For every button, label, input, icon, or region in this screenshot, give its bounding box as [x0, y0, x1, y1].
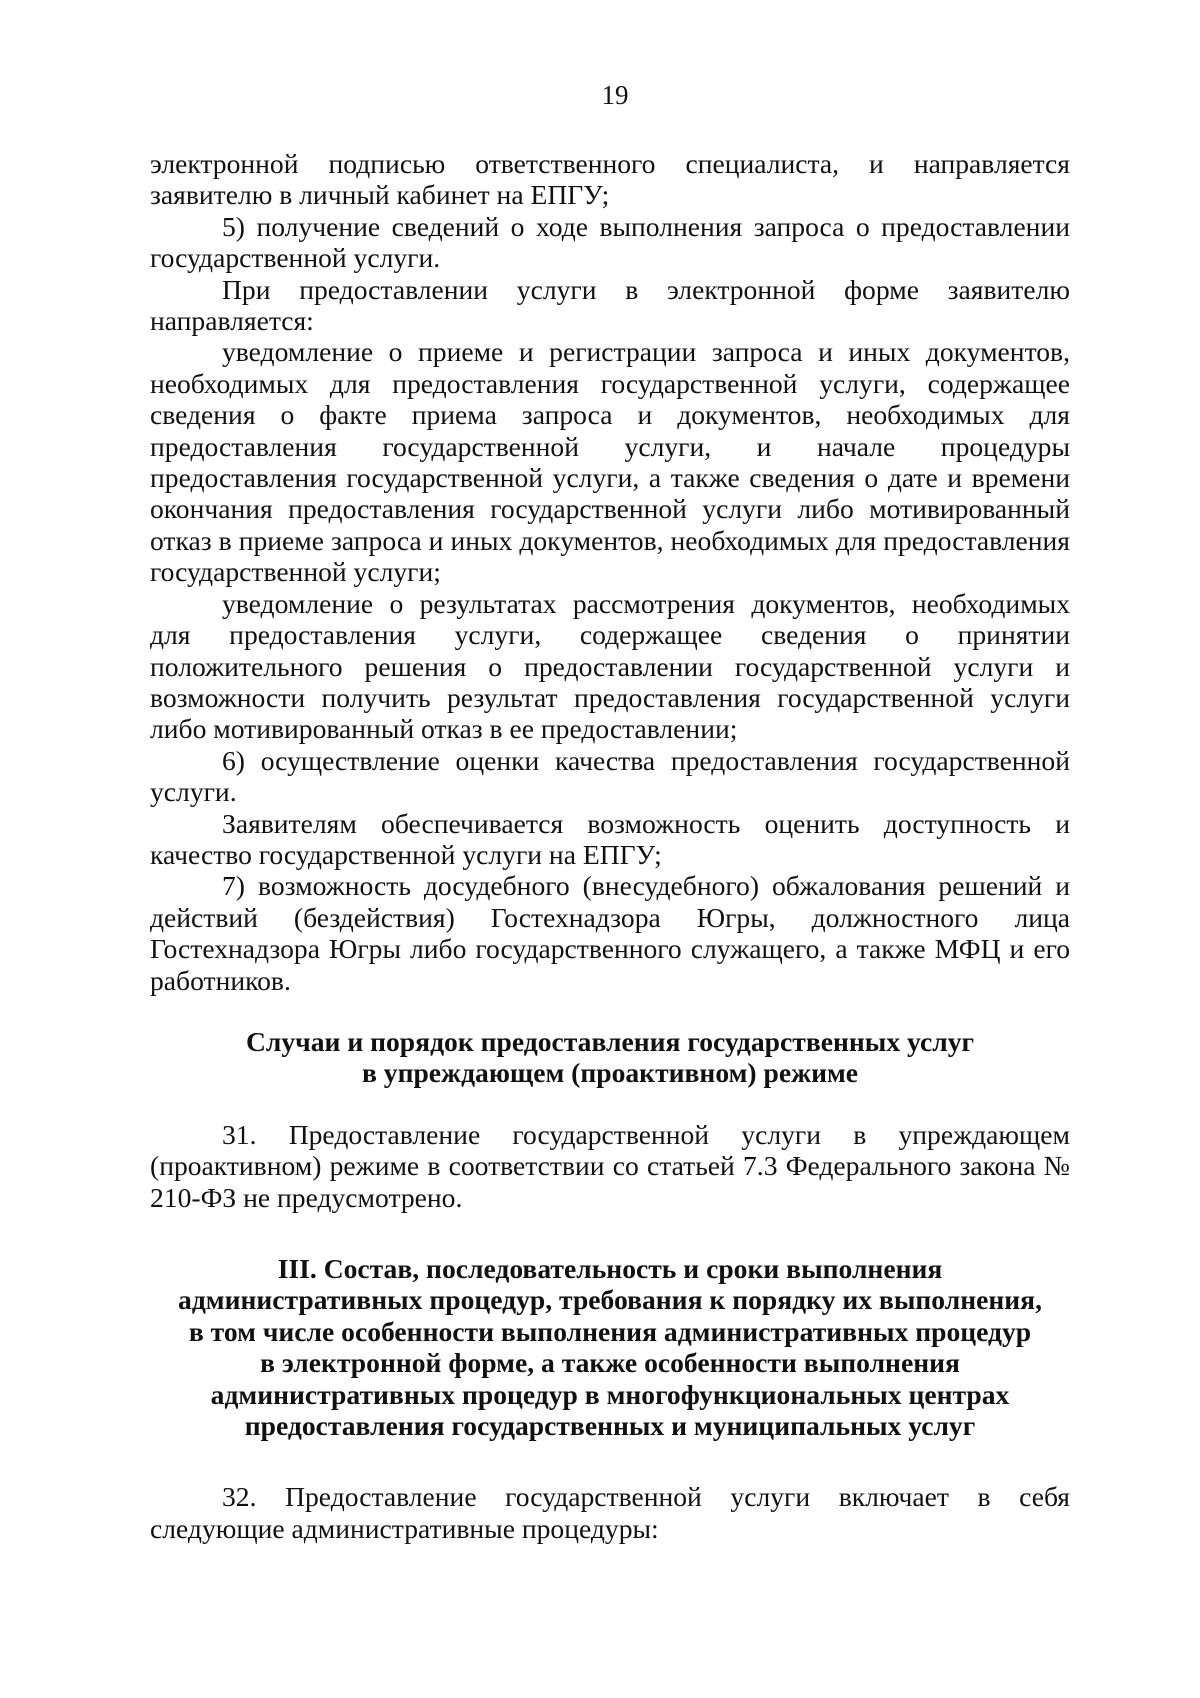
section-heading-III-line-5: административных процедур в многофункциональных центрах — [210, 1378, 1010, 1410]
page-number: 19 — [601, 80, 629, 110]
document-body — [150, 148, 1070, 1544]
paragraph-quality-assessment: Заявителям обеспечивается возможность оценить доступность и качество государственной услуги на ЕПГУ; — [150, 807, 1070, 870]
section-heading-proactive-line-2: в упреждающем (проактивном) режиме — [361, 1057, 859, 1089]
paragraph-notification-results: уведомление о результатах рассмотрения документов, необходимых для предоставления услуги, содержащее сведения о принятии положительного решения о предоставлении государственной услуги и возможности получить результат предоставления государственной услуги либо мотивированный отказ в ее предоставлении; — [150, 587, 1070, 745]
paragraph-item-6: 6) осуществление оценки качества предоставления государственной услуги. — [150, 744, 1070, 808]
section-heading-III-line-2: административных процедур, требования к порядку их выполнения, — [178, 1284, 1042, 1316]
paragraph-electronic-form: При предоставлении услуги в электронной форме заявителю направляется: — [150, 273, 1070, 337]
section-heading-III — [150, 1253, 1070, 1441]
paragraph-continuation: электронной подписью ответственного специалиста, и направляется заявителю в личный кабинет на ЕПГУ; — [150, 148, 1070, 211]
paragraph-notification-receipt: уведомление о приеме и регистрации запроса и иных документов, необходимых для предоставления государственной услуги, содержащее сведения о факте приема запроса и документов, необходимых для предоставления государственной услуги, и начале процедуры предоставления государственной услуги, а также сведения о дате и времени окончания предоставления государственной услуги либо мотивированный отказ в приеме запроса и иных документов, необходимых для предоставления государственной услуги; — [150, 336, 1070, 588]
section-heading-III-line-6: предоставления государственных и муниципальных услуг — [244, 1410, 976, 1442]
paragraph-item-7: 7) возможность досудебного (внесудебного) обжалования решений и действий (бездействия) Гостехнадзора Югры, должностного лица Гостехнадзора Югры либо государственного служащего, а также МФЦ и его работников. — [150, 870, 1070, 996]
section-heading-III-line-4: в электронной форме, а также особенности выполнения — [260, 1347, 960, 1379]
paragraph-31: 31. Предоставление государственной услуги в упреждающем (проактивном) режиме в соответствии со статьей 7.3 Федерального закона № 210-ФЗ не предусмотрено. — [150, 1118, 1070, 1213]
section-heading-III-line-3: в том числе особенности выполнения административных процедур — [188, 1315, 1032, 1347]
section-heading-proactive-line-1: Случаи и порядок предоставления государственных услуг — [245, 1025, 975, 1057]
section-heading-III-line-1: III. Состав, последовательность и сроки выполнения — [277, 1253, 943, 1284]
paragraph-item-5: 5) получение сведений о ходе выполнения запроса о предоставлении государственной услуги. — [150, 210, 1070, 274]
paragraph-32: 32. Предоставление государственной услуги включает в себя следующие административные процедуры: — [150, 1481, 1070, 1544]
section-heading-proactive — [150, 1026, 1070, 1089]
